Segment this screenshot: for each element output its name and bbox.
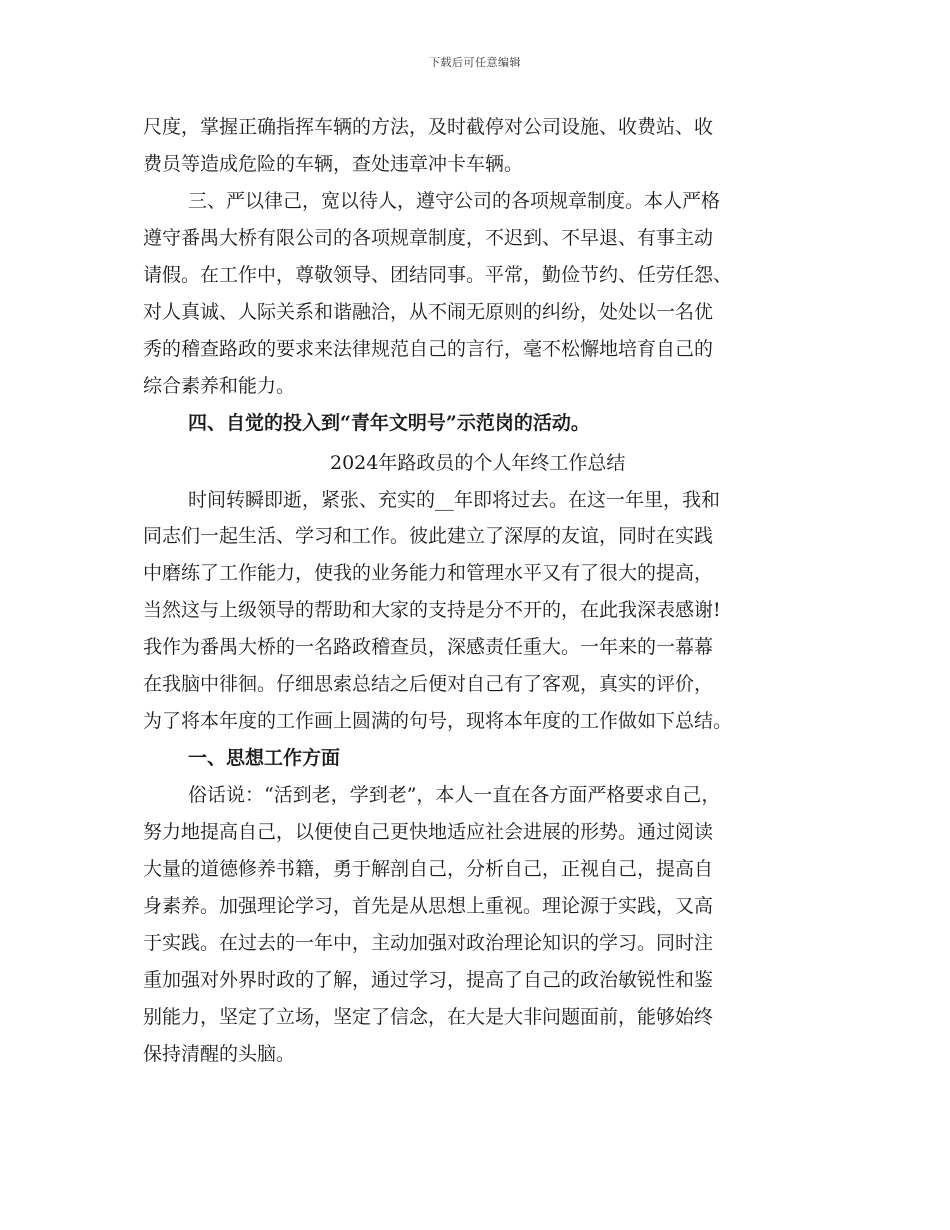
document-title: 2024年路政员的个人年终工作总结 [330,452,626,474]
section-heading: 一、思想工作方面 [188,747,341,769]
paragraph-line: 综合素养和能力。 [143,375,296,397]
paragraph-line: 费员等造成危险的车辆，查处违章冲卡车辆。 [143,153,524,175]
paragraph-line: 请假。在工作中，尊敬领导、团结同事。平常，勤俭节约、任劳任怨、 [143,264,733,286]
paragraph-line: 大量的道德修养书籍，勇于解剖自己，分析自己，正视自己，提高自 [143,858,714,880]
paragraph-line: 同志们一起生活、学习和工作。彼此建立了深厚的友谊，同时在实践 [143,525,714,547]
paragraph-line: 努力地提高自己，以便使自己更快地适应社会进展的形势。通过阅读 [143,821,714,843]
paragraph-line: 秀的稽查路政的要求来法律规范自己的言行，毫不松懈地培育自己的 [143,338,714,360]
paragraph-line: 重加强对外界时政的了解，通过学习，提高了自己的政治敏锐性和鉴 [143,969,714,991]
paragraph-line: 中磨练了工作能力，使我的业务能力和管理水平又有了很大的提高， [143,562,714,584]
paragraph-line: 时间转瞬即逝，紧张、充实的__年即将过去。在这一年里，我和 [188,489,721,511]
paragraph-line: 遵守番禺大桥有限公司的各项规章制度，不迟到、不早退、有事主动 [143,227,714,249]
paragraph-line: 在我脑中徘徊。仔细思索总结之后便对自己有了客观，真实的评价， [143,673,714,695]
paragraph-line: 三、严以律己，宽以待人，遵守公司的各项规章制度。本人严格 [188,190,721,212]
paragraph-line: 身素养。加强理论学习，首先是从思想上重视。理论源于实践，又高 [143,895,714,917]
page-header-note: 下载后可任意编辑 [429,56,521,69]
paragraph-line: 对人真诚、人际关系和谐融洽，从不闹无原则的纠纷，处处以一名优 [143,301,714,323]
paragraph-line: 保持清醒的头脑。 [143,1043,296,1065]
paragraph-line: 我作为番禺大桥的一名路政稽查员，深感责任重大。一年来的一幕幕 [143,636,714,658]
paragraph-line: 俗话说：“活到老，学到老”，本人一直在各方面严格要求自己， [188,784,721,806]
paragraph-line: 当然这与上级领导的帮助和大家的支持是分不开的，在此我深表感谢! [143,599,721,621]
paragraph-line: 于实践。在过去的一年中，主动加强对政治理论知识的学习。同时注 [143,932,714,954]
section-heading: 四、自觉的投入到“青年文明号”示范岗的活动。 [188,412,590,434]
paragraph-line: 别能力，坚定了立场，坚定了信念，在大是大非问题面前，能够始终 [143,1006,714,1028]
paragraph-line: 为了将本年度的工作画上圆满的句号，现将本年度的工作做如下总结。 [143,710,733,732]
paragraph-line: 尺度，掌握正确指挥车辆的方法，及时截停对公司设施、收费站、收 [143,116,714,138]
